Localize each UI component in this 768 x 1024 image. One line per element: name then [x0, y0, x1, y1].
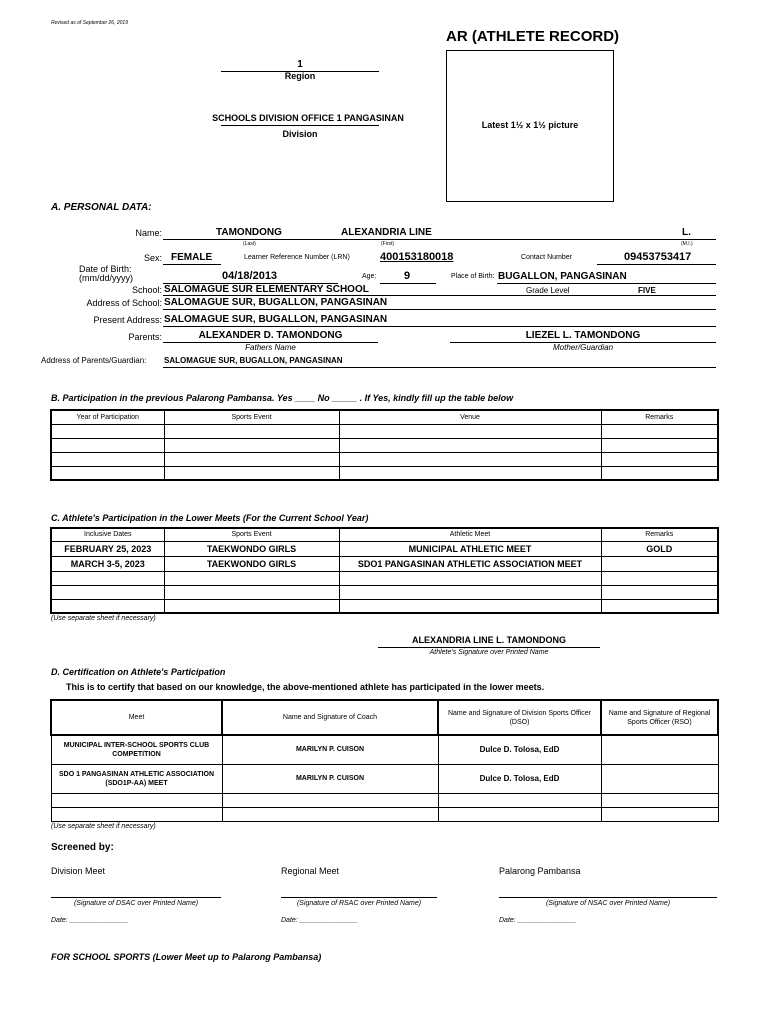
table-cell[interactable]: [339, 438, 601, 452]
pob-value: BUGALLON, PANGASINAN: [498, 271, 627, 282]
table-cell[interactable]: [339, 452, 601, 466]
sex-value: FEMALE: [171, 252, 213, 263]
table-cell[interactable]: [51, 438, 164, 452]
header-year: Year of Participation: [51, 410, 164, 424]
region-label: Region: [284, 71, 316, 81]
last-name-value: TAMONDONG: [216, 227, 282, 238]
table-cell[interactable]: [51, 599, 164, 613]
athlete-printed-name: ALEXANDRIA LINE L. TAMONDONG: [412, 635, 566, 645]
dob-format: (mm/dd/yyyy): [79, 273, 133, 283]
palarong-date-field[interactable]: Date: _______________: [499, 917, 577, 924]
table-cell[interactable]: [51, 807, 222, 821]
athlete-signature-line: [378, 647, 600, 648]
sex-label: Sex:: [143, 253, 162, 263]
school-address-label: Address of School:: [86, 298, 162, 308]
mother-name-value: LIEZEL L. TAMONDONG: [525, 330, 641, 341]
palarong-table: [50, 409, 719, 481]
header-remarks: Remarks: [601, 528, 718, 541]
division-meet-label: Division Meet: [51, 866, 106, 876]
parents-address-value: SALOMAGUE SUR, BUGALLON, PANGASINAN: [164, 356, 343, 365]
dates-cell: FEBRUARY 25, 2023: [51, 541, 164, 556]
table-cell[interactable]: [164, 599, 339, 613]
section-d-heading: D. Certification on Athlete's Participation: [51, 667, 226, 677]
table-cell[interactable]: [601, 807, 718, 821]
table-row: [51, 466, 718, 480]
header-venue: Venue: [339, 410, 601, 424]
table-cell[interactable]: [51, 585, 164, 599]
nsac-signature-line[interactable]: [499, 897, 717, 898]
grade-value: FIVE: [638, 286, 656, 295]
region-value: 1: [297, 59, 303, 70]
grade-label: Grade Level: [526, 286, 570, 295]
athlete-signature-caption: Athlete's Signature over Printed Name: [429, 649, 549, 656]
remarks-cell: [601, 556, 718, 571]
dob-value: 04/18/2013: [222, 270, 278, 282]
header-dso: Name and Signature of Division Sports Officer (DSO): [438, 700, 601, 735]
table-cell[interactable]: [438, 807, 601, 821]
table-cell[interactable]: [164, 585, 339, 599]
table-row: [51, 556, 718, 571]
rso-cell: [601, 764, 718, 793]
first-caption: (First): [381, 241, 395, 247]
name-label: Name:: [135, 228, 162, 238]
table-cell[interactable]: [164, 571, 339, 585]
father-caption: Fathers Name: [245, 343, 296, 352]
document-title: AR (ATHLETE RECORD): [446, 28, 620, 45]
meet-cell: MUNICIPAL INTER-SCHOOL SPORTS CLUB COMPETITION: [51, 735, 222, 764]
header-rso: Name and Signature of Regional Sports Officer (RSO): [601, 700, 718, 735]
lrn-label: Learner Reference Number (LRN): [244, 254, 350, 261]
middle-initial-value: L.: [682, 227, 691, 238]
table-row: [51, 585, 718, 599]
dso-cell: Dulce D. Tolosa, EdD: [438, 735, 601, 764]
sex-line: [163, 264, 221, 265]
table-cell[interactable]: [601, 793, 718, 807]
coach-cell: MARILYN P. CUISON: [222, 764, 438, 793]
header-sports-event: Sports Event: [164, 410, 339, 424]
dso-cell: Dulce D. Tolosa, EdD: [438, 764, 601, 793]
dsac-caption: (Signature of DSAC over Printed Name): [73, 900, 199, 907]
picture-box: [446, 50, 614, 202]
event-cell: TAEKWONDO GIRLS: [164, 541, 339, 556]
rsac-signature-line[interactable]: [281, 897, 437, 898]
header-coach: Name and Signature of Coach: [222, 700, 438, 735]
header-sports-event: Sports Event: [164, 528, 339, 541]
table-cell[interactable]: [339, 466, 601, 480]
dob-label: Date of Birth:: [79, 264, 132, 274]
meet-cell: SDO 1 PANGASINAN ATHLETIC ASSOCIATION (SDO1P-AA) MEET: [51, 764, 222, 793]
table-cell[interactable]: [601, 424, 718, 438]
header-athletic-meet: Athletic Meet: [339, 528, 601, 541]
table-cell[interactable]: [601, 585, 718, 599]
header-remarks: Remarks: [601, 410, 718, 424]
table-row: [51, 793, 718, 807]
parents-label: Parents:: [128, 332, 162, 342]
header-inclusive-dates: Inclusive Dates: [51, 528, 164, 541]
table-cell[interactable]: [601, 466, 718, 480]
table-row: [51, 438, 718, 452]
dates-cell: MARCH 3-5, 2023: [51, 556, 164, 571]
table-cell[interactable]: [164, 452, 339, 466]
table-cell[interactable]: [601, 571, 718, 585]
table-row: [51, 807, 718, 821]
age-line: [380, 283, 436, 284]
father-name-value: ALEXANDER D. TAMONDONG: [198, 330, 343, 341]
section-a-heading: A. PERSONAL DATA:: [51, 202, 152, 213]
rsac-caption: (Signature of RSAC over Printed Name): [296, 900, 422, 907]
section-c-heading: C. Athlete's Participation in the Lower Meets (For the Current School Year): [51, 513, 369, 523]
table-row: [51, 735, 718, 764]
contact-value: 09453753417: [624, 251, 692, 263]
table-cell[interactable]: [164, 438, 339, 452]
table-cell[interactable]: [601, 452, 718, 466]
revision-note: Revised as of September 26, 2019: [51, 20, 128, 26]
dsac-signature-line[interactable]: [51, 897, 221, 898]
table-cell[interactable]: [164, 424, 339, 438]
table-row: [51, 571, 718, 585]
pob-label: Place of Birth:: [451, 273, 495, 280]
present-address-value: SALOMAGUE SUR, BUGALLON, PANGASINAN: [164, 314, 388, 325]
meet-cell: SDO1 PANGASINAN ATHLETIC ASSOCIATION MEET: [339, 556, 601, 571]
lower-meets-table: [50, 527, 719, 614]
table-cell[interactable]: [51, 466, 164, 480]
present-address-line: [163, 326, 716, 327]
school-address-value: SALOMAGUE SUR, BUGALLON, PANGASINAN: [164, 297, 388, 308]
section-d-note: (Use separate sheet if necessary): [51, 823, 156, 830]
mother-caption: Mother/Guardian: [552, 343, 614, 352]
nsac-caption: (Signature of NSAC over Printed Name): [545, 900, 671, 907]
school-value: SALOMAGUE SUR ELEMENTARY SCHOOL: [164, 284, 369, 295]
remarks-cell: GOLD: [601, 541, 718, 556]
division-value: SCHOOLS DIVISION OFFICE 1 PANGASINAN: [212, 113, 404, 123]
table-row: [51, 424, 718, 438]
mi-caption: (M.I.): [681, 241, 693, 247]
pob-line: [497, 283, 716, 284]
contact-line: [597, 264, 716, 265]
event-cell: TAEKWONDO GIRLS: [164, 556, 339, 571]
division-line: [221, 125, 379, 126]
section-c-note: (Use separate sheet if necessary): [51, 615, 156, 622]
table-cell[interactable]: [339, 571, 601, 585]
age-value: 9: [404, 270, 411, 282]
name-line: [163, 239, 716, 240]
table-cell[interactable]: [164, 466, 339, 480]
lrn-value: 400153180018: [380, 251, 454, 263]
coach-cell: MARILYN P. CUISON: [222, 735, 438, 764]
picture-label: Latest 1½ x 1½ picture: [481, 120, 579, 130]
table-cell[interactable]: [51, 571, 164, 585]
parents-address-label: Address of Parents/Guardian:: [41, 356, 147, 365]
table-cell[interactable]: [222, 793, 438, 807]
table-cell[interactable]: [339, 599, 601, 613]
school-address-line: [163, 309, 716, 310]
first-name-value: ALEXANDRIA LINE: [341, 227, 432, 238]
certification-statement: This is to certify that based on our knowledge, the above-mentioned athlete has participated in the lower meets.: [66, 682, 545, 692]
table-cell[interactable]: [438, 793, 601, 807]
table-cell[interactable]: [51, 424, 164, 438]
school-line: [163, 295, 716, 296]
division-label: Division: [282, 129, 318, 139]
footer-text: FOR SCHOOL SPORTS (Lower Meet up to Palarong Pambansa): [51, 952, 322, 962]
table-cell[interactable]: [601, 599, 718, 613]
table-row: [51, 599, 718, 613]
present-address-label: Present Address:: [93, 315, 162, 325]
parents-address-line: [163, 367, 716, 368]
regional-meet-label: Regional Meet: [281, 866, 340, 876]
meet-cell: MUNICIPAL ATHLETIC MEET: [339, 541, 601, 556]
regional-date-field[interactable]: Date: _______________: [281, 917, 359, 924]
last-caption: (Last): [243, 241, 256, 247]
table-cell[interactable]: [51, 793, 222, 807]
table-cell[interactable]: [601, 438, 718, 452]
table-cell[interactable]: [339, 585, 601, 599]
contact-label: Contact Number: [521, 254, 572, 261]
school-label: School:: [131, 285, 162, 295]
table-cell[interactable]: [339, 424, 601, 438]
certification-table: [50, 699, 719, 822]
palarong-meet-label: Palarong Pambansa: [499, 866, 581, 876]
screened-by-heading: Screened by:: [51, 842, 114, 853]
division-date-field[interactable]: Date: _______________: [51, 917, 129, 924]
table-row: [51, 452, 718, 466]
table-row: [51, 764, 718, 793]
table-cell[interactable]: [222, 807, 438, 821]
table-row: [51, 541, 718, 556]
header-meet: Meet: [51, 700, 222, 735]
rso-cell: [601, 735, 718, 764]
section-b-heading: B. Participation in the previous Palarong Pambansa. Yes ____ No _____ . If Yes, kindly fill up the table below: [51, 393, 514, 403]
age-label: Age:: [362, 273, 377, 280]
table-cell[interactable]: [51, 452, 164, 466]
